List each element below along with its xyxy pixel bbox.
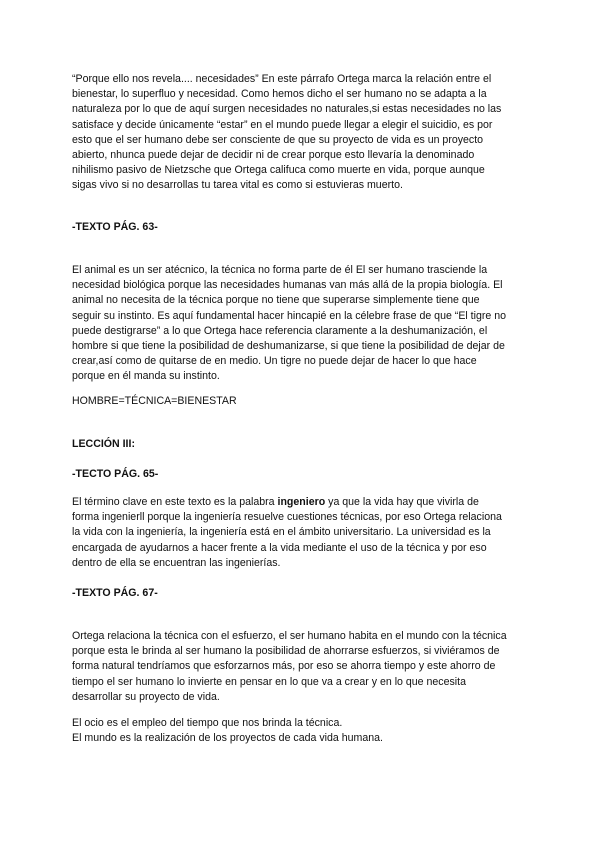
text-line: hombre si que tiene la posibilidad de deshumanizarse, si que tiene la posibilidad de dejar de	[72, 340, 505, 353]
text-line: El animal es un ser atécnico, la técnica no forma parte de él El ser humano trasciende la	[72, 264, 488, 276]
paragraph-animal	[72, 263, 528, 385]
text-line: desarrollar su proyecto de vida.	[72, 690, 220, 703]
text-line	[72, 495, 528, 510]
text-line: Ortega relaciona la técnica con el esfuerzo, el ser humano habita en el mundo con la técnica	[72, 630, 507, 642]
paragraph-esfuerzo	[72, 629, 528, 705]
paragraph-ocio	[72, 716, 528, 746]
text-line: porque en él manda su instinto.	[72, 370, 220, 383]
text-line: seguir su instinto. Es aquí fundamental hacer hincapié en la célebre frase de que “El tigre no	[72, 309, 507, 322]
text-line: abierto, nhunca puede dejar de decidir ni de crear porque esto llevaría la denominado	[72, 149, 475, 162]
text-line: esto que el ser humano debe ser consciente de que su proyecto de vida es un proyecto	[72, 133, 484, 146]
keyword-ingeniero: ingeniero	[277, 496, 326, 508]
text-line: bienestar, lo superfluo y necesidad. Como hemos dicho el ser humano no se adapta a la	[72, 88, 487, 101]
section-heading-texto-63: -TEXTO PÁG. 63-	[72, 221, 158, 233]
text-line: crear,así como de quitarse de en medio. Un tigre no puede dejar de hacer lo que hace	[72, 355, 477, 368]
text-line: porque esta le brinda al ser humano la posibilidad de ahorrarse esfuerzos, si viviéramos de	[72, 645, 500, 658]
text-segment: El término clave en este texto es la palabra	[72, 496, 278, 508]
text-line: la vida con la ingeniería, la ingeniería está en el ámbito universitario. La universidad es la	[72, 526, 491, 539]
text-line: forma ingenierll porque la ingeniería resuelve cuestiones técnicas, por eso Ortega relaciona	[72, 511, 502, 524]
paragraph-ingeniero	[72, 495, 528, 571]
lesson-heading: LECCIÓN III:	[72, 438, 135, 450]
text-line: naturaleza por lo que de aquí surgen necesidades no naturales,si estas necesidades no las	[72, 103, 502, 116]
formula-line: HOMBRE=TÉCNICA=BIENESTAR	[72, 395, 237, 407]
section-heading-texto-65: -TECTO PÁG. 65-	[72, 468, 159, 480]
text-line: necesidad biológica porque las necesidades humanas van más allá de la propia biología. El	[72, 279, 503, 292]
text-line: encargada de ayudarnos a hacer frente a la vida mediante el uso de la técnica y por eso	[72, 541, 487, 554]
section-heading-texto-67: -TEXTO PÁG. 67-	[72, 587, 158, 599]
text-line: El mundo es la realización de los proyectos de cada vida humana.	[72, 732, 383, 745]
text-line: “Porque ello nos revela.... necesidades” En este párrafo Ortega marca la relación entre el	[72, 73, 492, 85]
text-line: dentro de ella se encuentran las ingenierías.	[72, 556, 281, 569]
text-line: sigas vivo si no desarrollas tu tarea vital es como si estuvieras muerto.	[72, 179, 403, 192]
text-line: nihilismo pasivo de Nietzsche que Ortega califuca como muerte en vida, porque aunque	[72, 164, 485, 177]
text-line: satisface y decide únicamente “estar” en el mundo puede llegar a elegir el suicidio, es por	[72, 118, 493, 131]
text-line: puede destigrarse” a lo que Ortega hace referencia claramente a la deshumanización, el	[72, 324, 488, 337]
text-line: tiempo el ser humano lo invierte en pensar en lo que va a crear y en lo que necesita	[72, 675, 466, 688]
text-line: forma natural tendríamos que esforzarnos más, por eso se ahorra tiempo y este ahorro de	[72, 660, 496, 673]
text-segment: ya que la vida hay que vivirla de	[325, 496, 479, 508]
paragraph-intro	[72, 72, 528, 194]
text-line: El ocio es el empleo del tiempo que nos brinda la técnica.	[72, 717, 343, 729]
text-line: animal no necesita de la técnica porque no tiene que superarse simplemente tiene que	[72, 294, 480, 307]
